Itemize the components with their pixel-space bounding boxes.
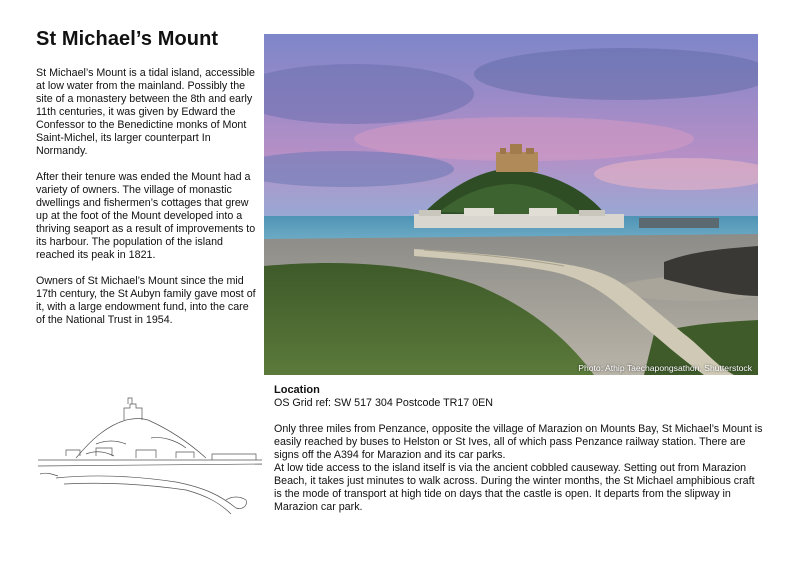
intro-paragraph-2: After their tenure was ended the Mount had a variety of owners. The village of monastic dwellings and fishermen’s cottages that grew up at the foot of the Mount developed into a thriving seaport as a result of improvements to its harbour. The population of the island reached its peak in 1821. [36, 171, 256, 261]
intro-paragraph-3: Owners of St Michael’s Mount since the mid 17th century, the St Aubyn family gave most of it, with a large endowment fund, into the care of the National Trust in 1954. [36, 275, 256, 326]
page-title: St Michael’s Mount [36, 28, 219, 50]
intro-paragraph-1: St Michael’s Mount is a tidal island, accessible at low water from the mainland. Possibly the site of a monastery between the 8th and early 11th centuries, it was given by Edward the Confessor to the Benedictine monks of Mont Saint-Michel, its larger counterpart In Normandy. [36, 67, 255, 157]
mount-sketch [36, 378, 264, 518]
location-paragraph-2: At low tide access to the island itself is via the ancient cobbled causeway. Setting out from Marazion Beach, it takes just minutes to walk across. During the winter months, the St Michael amphibious craft is the mode of transport at high tide on days that the castle is open. It departs from the slipway in Marazion car park. [274, 462, 755, 513]
location-section [274, 384, 764, 514]
location-paragraph-1: Only three miles from Penzance, opposite the village of Marazion on Mounts Bay, St Michael’s Mount is easily reached by buses to Helston or St Ives, all of which pass Penzance railway station. There are signs off the A394 for Marazion and its car parks. [274, 423, 763, 461]
mount-photo [264, 34, 758, 375]
location-heading: Location [274, 384, 320, 396]
intro-text [36, 67, 258, 340]
mount-photo-illustration [264, 34, 758, 375]
location-grid-ref: OS Grid ref: SW 517 304 Postcode TR17 0EN [274, 397, 493, 409]
photo-credit: Photo: Athip Taechapongsathon, Shutterstock [578, 363, 752, 373]
mount-line-drawing [36, 378, 264, 518]
